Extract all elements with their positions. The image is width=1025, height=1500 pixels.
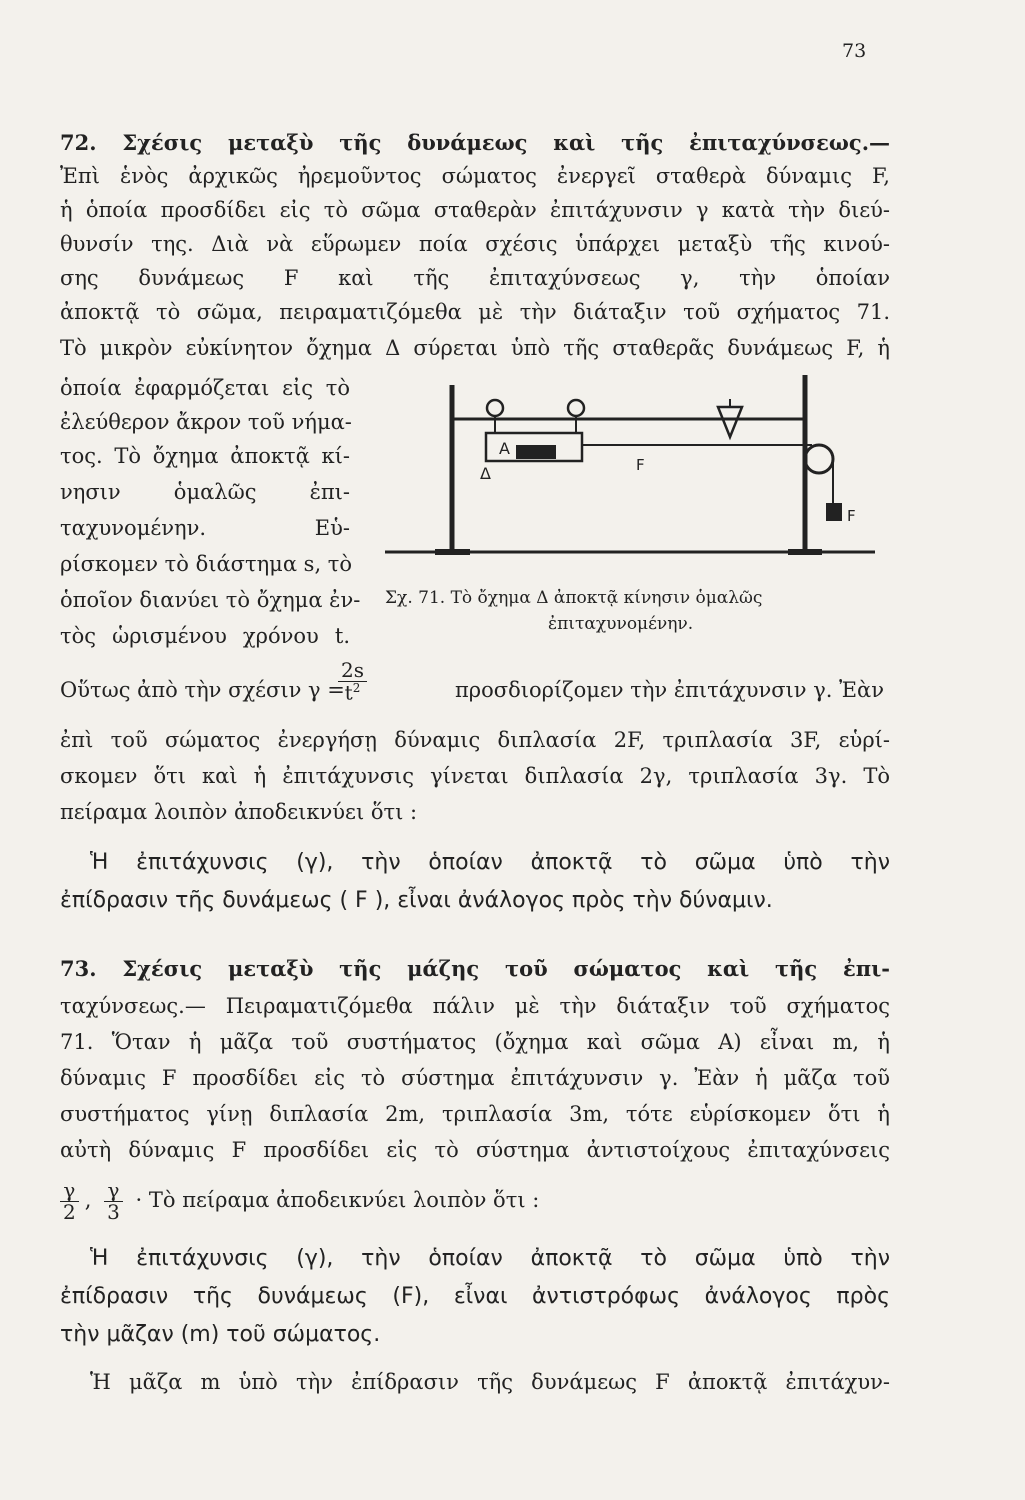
fraction-gamma-over-3 bbox=[104, 1180, 123, 1223]
fraction-denominator: 3 bbox=[107, 1200, 120, 1224]
paragraph-line: συστήματος γίνῃ διπλασία 2m, τριπλασία 3m, τότε εὑρίσκομεν ὅτι ἡ bbox=[60, 1102, 890, 1126]
paragraph-line: θυνσίν της. Διὰ νὰ εὕρωμεν ποία σχέσις ὑπάρχει μεταξὺ τῆς κινού- bbox=[60, 232, 890, 256]
label-a: A bbox=[499, 439, 510, 458]
fraction-denominator bbox=[338, 682, 367, 704]
wrapped-line: ρίσκομεν τὸ διάστημα s, τὸ bbox=[60, 552, 353, 576]
paragraph-line: Ἐπὶ ἑνὸς ἀρχικῶς ἠρεμοῦντος σώματος ἐνεργεῖ σταθερὰ δύναμις F, bbox=[60, 164, 890, 188]
wrapped-line: νησιν ὁμαλῶς ἐπι- bbox=[60, 480, 350, 504]
paragraph-line: ἀποκτᾷ τὸ σῶμα, πειραματιζόμεθα μὲ τὴν διάταξιν τοῦ σχήματος 71. bbox=[60, 300, 890, 324]
pulley bbox=[805, 445, 833, 473]
fraction-numerator: 2s bbox=[338, 660, 367, 682]
figure-caption-continued: ἐπιταχυνομένην. bbox=[548, 614, 694, 634]
law-statement-line: τὴν μᾶζαν (m) τοῦ σώματος. bbox=[60, 1322, 381, 1347]
denominator-exponent: 2 bbox=[352, 681, 361, 695]
paragraph-line: ἐπὶ τοῦ σώματος ἐνεργήσῃ δύναμις διπλασία 2F, τριπλασία 3F, εὑρί- bbox=[60, 728, 890, 752]
section-72-heading: 72. Σχέσις μεταξὺ τῆς δυνάμεως καὶ τῆς ἐπιταχύνσεως.— bbox=[60, 130, 890, 155]
section-73-heading: 73. Σχέσις μεταξὺ τῆς μάζης τοῦ σώματος καὶ τῆς ἐπι- bbox=[60, 956, 890, 981]
label-delta: Δ bbox=[480, 464, 491, 483]
law-statement-line: ἐπίδρασιν τῆς δυνάμεως ( F ), εἶναι ἀνάλογος πρὸς τὴν δύναμιν. bbox=[60, 888, 773, 913]
hanging-mass bbox=[826, 503, 842, 521]
paragraph-line: σκομεν ὅτι καὶ ἡ ἐπιτάχυνσις γίνεται διπλασία 2γ, τριπλασία 3γ. Τὸ bbox=[60, 764, 890, 788]
fraction-2s-over-t2 bbox=[338, 660, 367, 704]
paragraph-line: ἡ ὁποία προσδίδει εἰς τὸ σῶμα σταθερὰν ἐπιτάχυνσιν γ κατὰ τὴν διεύ- bbox=[60, 198, 890, 222]
equation-prefix: Οὕτως ἀπὸ τὴν σχέσιν γ = bbox=[60, 678, 345, 702]
cart-wheel-right bbox=[568, 400, 584, 416]
fraction-denominator: 2 bbox=[63, 1200, 76, 1224]
wrapped-line: τὸς ὡρισμένου χρόνου t. bbox=[60, 624, 350, 648]
wrapped-line: ὁποῖον διανύει τὸ ὄχημα ἐν- bbox=[60, 588, 361, 612]
figure-71-apparatus bbox=[380, 355, 880, 575]
paragraph-line: Τὸ μικρὸν εὐκίνητον ὄχημα Δ σύρεται ὑπὸ τῆς σταθερᾶς δυνάμεως F, ἡ bbox=[60, 336, 890, 360]
paragraph-line: ταχύνσεως.— Πειραματιζόμεθα πάλιν μὲ τὴν διάταξιν τοῦ σχήματος bbox=[60, 994, 890, 1018]
law-statement-line: Ἡ ἐπιτάχυνσις (γ), τὴν ὁποίαν ἀποκτᾷ τὸ σῶμα ὑπὸ τὴν bbox=[90, 850, 890, 875]
law-statement-line: ἐπίδρασιν τῆς δυνάμεως (F), εἶναι ἀντιστρόφως ἀνάλογος πρὸς bbox=[60, 1284, 890, 1309]
wrapped-line: τος. Τὸ ὄχημα ἀποκτᾷ κί- bbox=[60, 444, 350, 468]
wrapped-line: ἐλεύθερον ἄκρον τοῦ νήμα- bbox=[60, 410, 352, 434]
page-number: 73 bbox=[842, 40, 867, 62]
equation-suffix: προσδιορίζομεν τὴν ἐπιτάχυνσιν γ. Ἐὰν bbox=[455, 678, 884, 702]
fraction-numerator: γ bbox=[104, 1180, 123, 1202]
clamp-weight bbox=[718, 407, 742, 437]
paragraph-line: δύναμις F προσδίδει εἰς τὸ σύστημα ἐπιτάχυνσιν γ. Ἐὰν ἡ μᾶζα τοῦ bbox=[60, 1066, 890, 1090]
label-f-mass: F bbox=[847, 507, 856, 525]
figure-caption: Σχ. 71. Τὸ ὄχημα Δ ἀποκτᾷ κίνησιν ὁμαλῶς bbox=[385, 588, 763, 608]
label-f-thread: F bbox=[636, 456, 645, 474]
cart-wheel-left bbox=[487, 400, 503, 416]
law-statement-line: Ἡ ἐπιτάχυνσις (γ), τὴν ὁποίαν ἀποκτᾷ τὸ σῶμα ὑπὸ τὴν bbox=[90, 1246, 890, 1271]
paragraph-line: αὐτὴ δύναμις F προσδίδει εἰς τὸ σύστημα ἀντιστοίχους ἐπιταχύνσεις bbox=[60, 1138, 890, 1162]
fraction-separator: , bbox=[84, 1188, 92, 1212]
wrapped-line: ταχυνομένην. Εὑ- bbox=[60, 516, 350, 540]
paragraph-line: σης δυνάμεως F καὶ τῆς ἐπιταχύνσεως γ, τὴν ὁποίαν bbox=[60, 266, 890, 290]
fraction-numerator: γ bbox=[60, 1180, 79, 1202]
paragraph-line: 71. Ὅταν ἡ μᾶζα τοῦ συστήματος (ὄχημα καὶ σῶμα A) εἶναι m, ἡ bbox=[60, 1030, 890, 1054]
body-a bbox=[516, 445, 556, 459]
paragraph-line: πείραμα λοιπὸν ἀποδεικνύει ὅτι : bbox=[60, 800, 418, 824]
fractions-line bbox=[60, 1180, 539, 1223]
denominator-base: t bbox=[344, 680, 353, 705]
fraction-gamma-over-2 bbox=[60, 1180, 79, 1223]
paragraph-line: Ἡ μᾶζα m ὑπὸ τὴν ἐπίδρασιν τῆς δυνάμεως F ἀποκτᾷ ἐπιτάχυν- bbox=[90, 1370, 890, 1394]
wrapped-line: ὁποία ἐφαρμόζεται εἰς τὸ bbox=[60, 376, 350, 400]
fraction-line-text: · Τὸ πείραμα ἀποδεικνύει λοιπὸν ὅτι : bbox=[135, 1188, 540, 1212]
